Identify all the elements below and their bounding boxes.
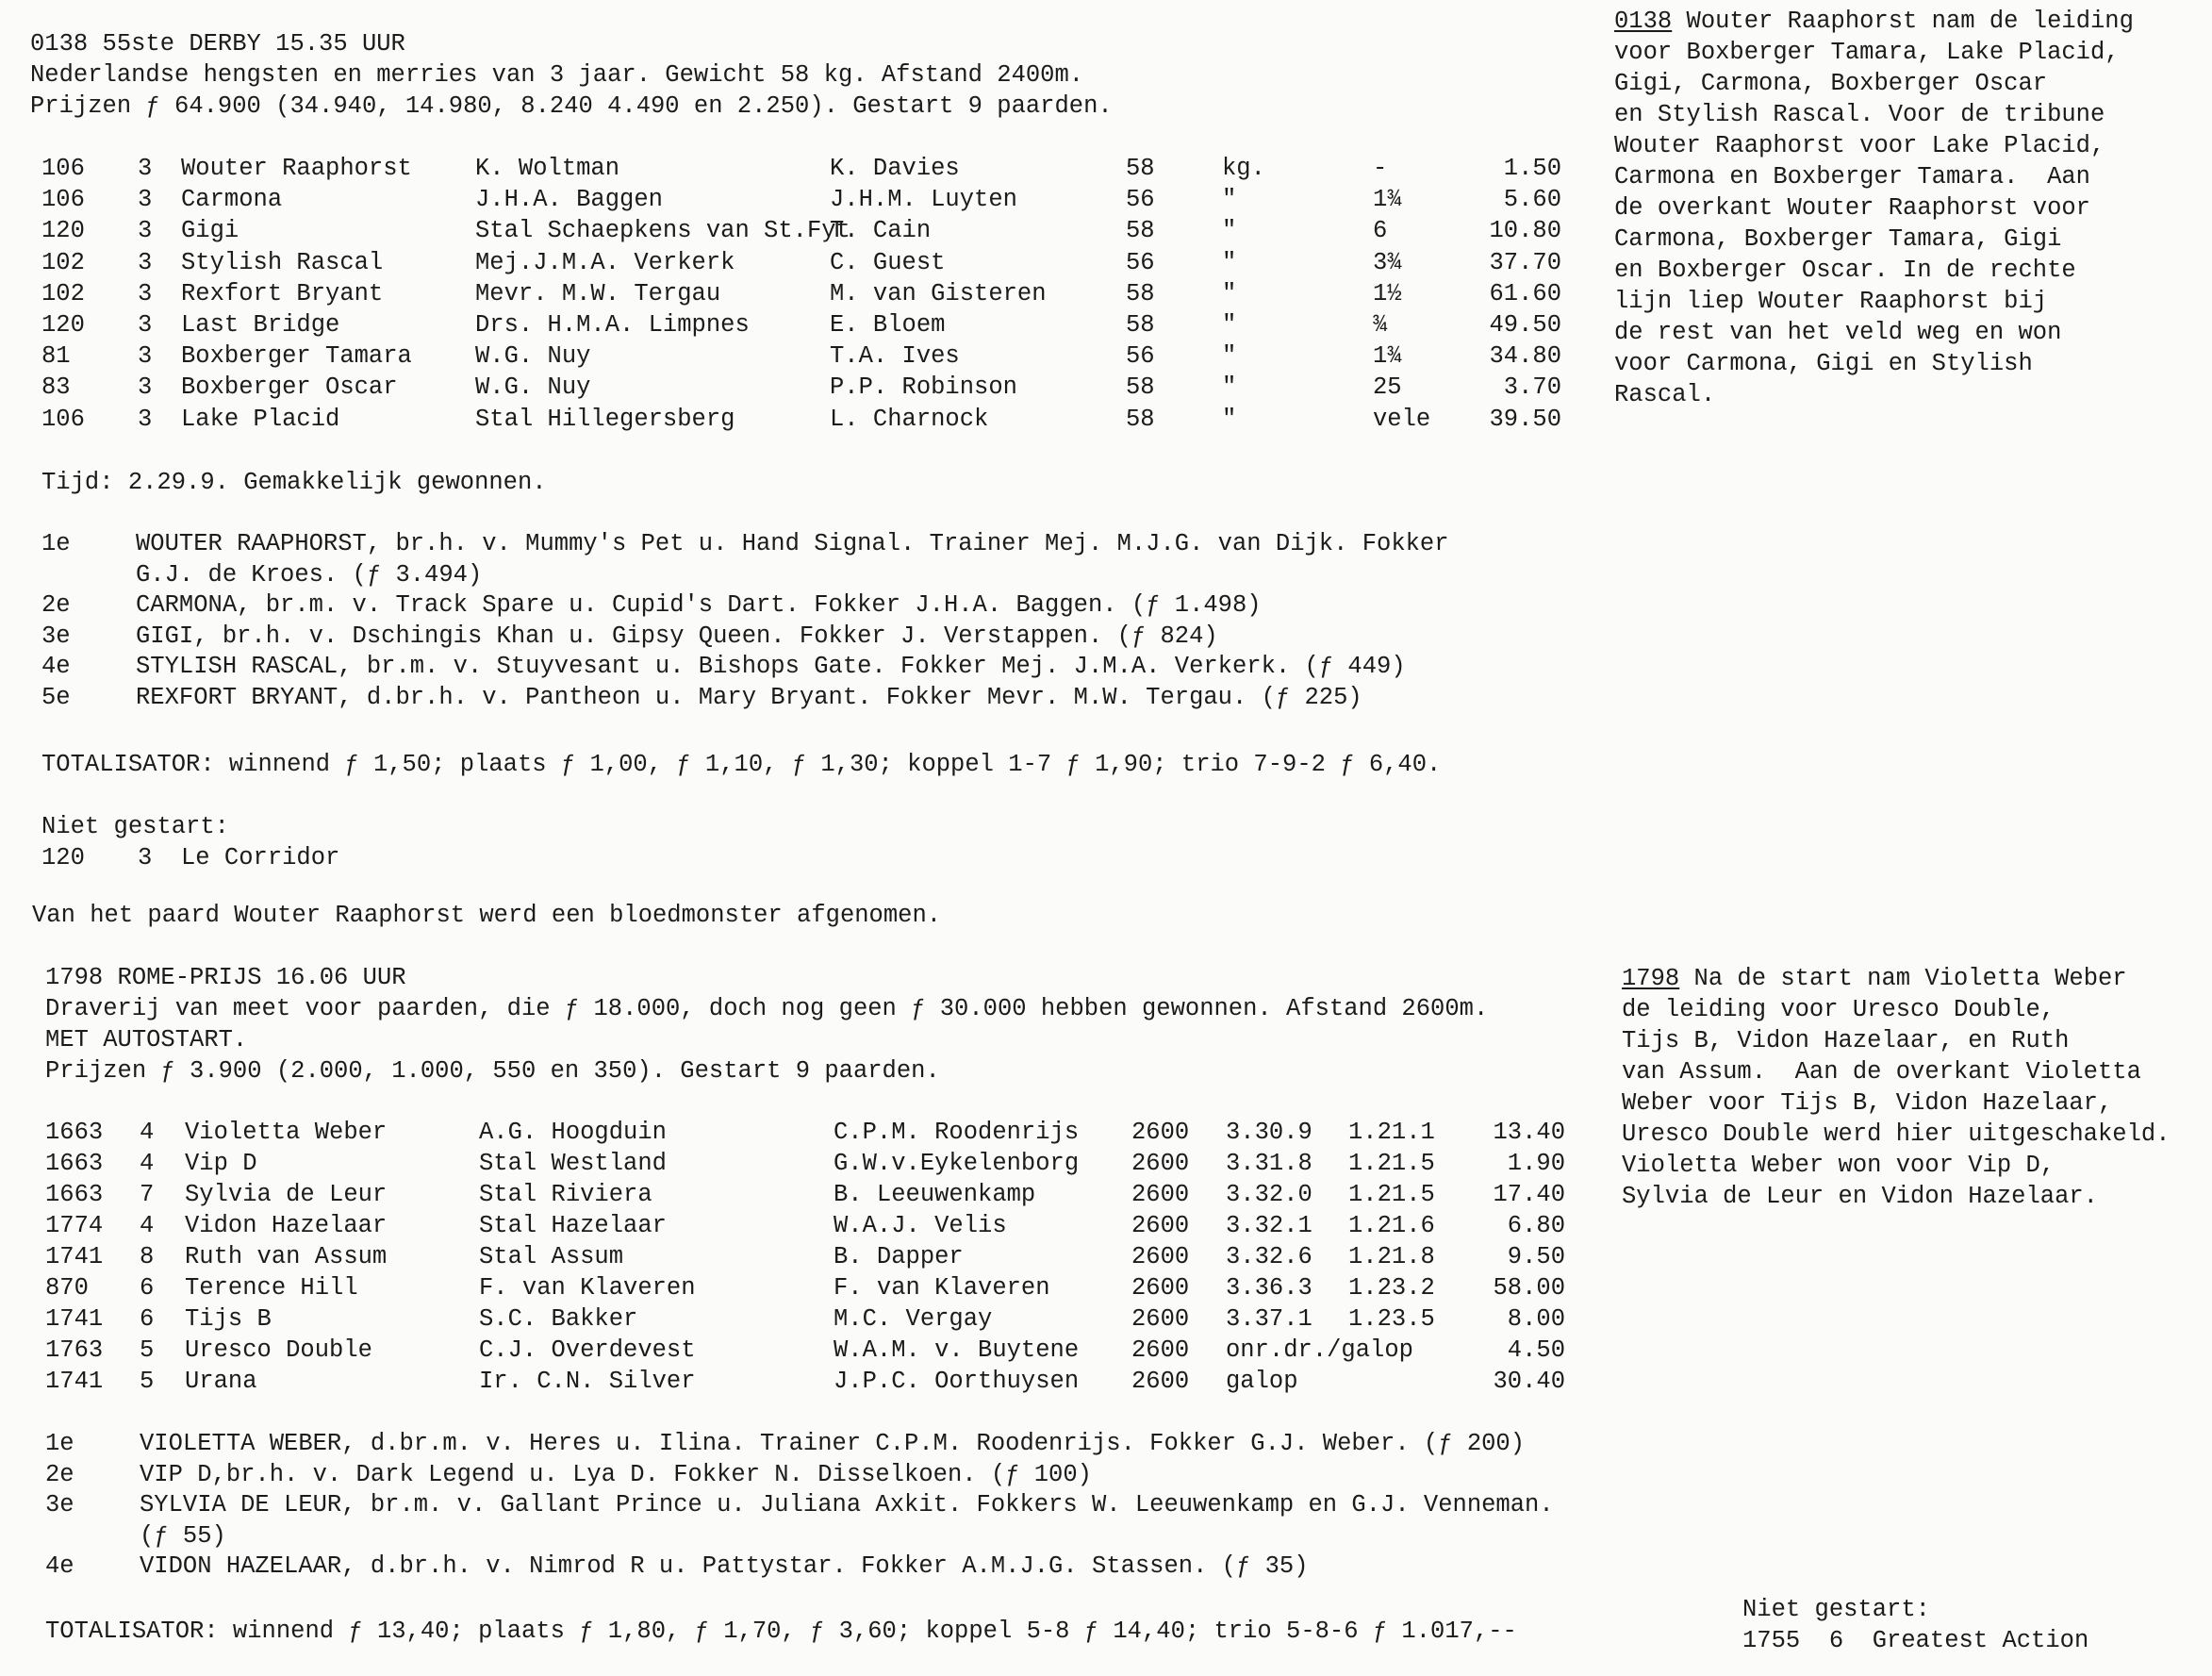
placing-position: 4e bbox=[41, 653, 71, 680]
entry-jockey: T. Cain bbox=[830, 217, 932, 245]
entry-unit: " bbox=[1222, 373, 1237, 402]
entry-km-time: 1.23.2 bbox=[1348, 1274, 1435, 1302]
entry-odds: 3.70 bbox=[1503, 373, 1561, 402]
placing-position: 4e bbox=[45, 1552, 74, 1580]
placing-position: 1e bbox=[45, 1430, 74, 1457]
race1-not-started-row bbox=[0, 842, 1131, 873]
entry-horse: Boxberger Oscar bbox=[181, 373, 398, 402]
entry-age: 3 bbox=[138, 342, 153, 371]
entry-odds: 4.50 bbox=[1507, 1336, 1565, 1364]
entry-age: 4 bbox=[140, 1212, 155, 1239]
entry-nr: 1663 bbox=[45, 1181, 104, 1208]
entry-weight: 58 bbox=[1126, 217, 1155, 245]
entry-owner: S.C. Bakker bbox=[479, 1305, 638, 1333]
placing-position: 2e bbox=[41, 591, 71, 619]
entry-owner: Drs. H.M.A. Limpnes bbox=[475, 311, 750, 339]
entry-horse: Lake Placid bbox=[181, 405, 340, 433]
entry-owner: Stal Riviera bbox=[479, 1181, 652, 1208]
entry-distance: 2600 bbox=[1131, 1119, 1190, 1146]
race1-placing-row bbox=[0, 528, 1622, 559]
race2-entry-row bbox=[0, 1179, 1622, 1210]
entry-driver: J.P.C. Oorthuysen bbox=[834, 1368, 1080, 1395]
entry-horse: Tijs B bbox=[185, 1305, 272, 1333]
race2-entry-row bbox=[0, 1366, 1622, 1397]
entry-km-time: 1.21.1 bbox=[1348, 1119, 1435, 1146]
entry-nr: 1663 bbox=[45, 1150, 104, 1177]
entry-horse: Violetta Weber bbox=[185, 1119, 388, 1146]
race2-conditions: Draverij van meet voor paarden, die ƒ 18.000, doch nog geen ƒ 30.000 hebben gewonnen. Afstand 2600m. bbox=[45, 995, 1489, 1022]
entry-age: 6 bbox=[140, 1274, 155, 1302]
entry-owner: J.H.A. Baggen bbox=[475, 186, 663, 214]
entry-weight: 56 bbox=[1126, 186, 1155, 214]
race1-entry-row bbox=[0, 340, 1622, 372]
entry-nr: 1741 bbox=[45, 1368, 104, 1395]
entry-unit: kg. bbox=[1222, 155, 1265, 182]
entry-horse: Vidon Hazelaar bbox=[185, 1212, 388, 1239]
entry-odds: 30.40 bbox=[1493, 1368, 1565, 1395]
entry-unit: " bbox=[1222, 279, 1237, 307]
race2-not-started-label: Niet gestart: bbox=[1742, 1596, 1930, 1623]
entry-jockey: T.A. Ives bbox=[830, 342, 960, 371]
entry-unit: " bbox=[1222, 217, 1237, 245]
entry-margin: ¾ bbox=[1373, 311, 1388, 339]
race2-entry-row bbox=[0, 1241, 1622, 1272]
entry-age: 5 bbox=[140, 1336, 155, 1364]
entry-margin: - bbox=[1373, 155, 1388, 182]
entry-owner: W.G. Nuy bbox=[475, 342, 591, 371]
entry-nr: 1763 bbox=[45, 1336, 104, 1364]
entry-owner: Mej.J.M.A. Verkerk bbox=[475, 248, 735, 276]
race2-entry-row bbox=[0, 1210, 1622, 1241]
race1-heading: 0138 55ste DERBY 15.35 UUR bbox=[30, 30, 405, 58]
race1-entry-row bbox=[0, 153, 1622, 184]
entry-horse: Boxberger Tamara bbox=[181, 342, 412, 371]
entry-odds: 37.70 bbox=[1489, 248, 1561, 276]
entry-weight: 58 bbox=[1126, 311, 1155, 339]
race2-entry-row bbox=[0, 1148, 1622, 1179]
entry-driver: B. Dapper bbox=[834, 1243, 964, 1270]
entry-odds: 5.60 bbox=[1503, 186, 1561, 214]
race2-entry-row bbox=[0, 1117, 1622, 1148]
entry-nr: 102 bbox=[41, 248, 85, 276]
race1-time: Tijd: 2.29.9. Gemakkelijk gewonnen. bbox=[41, 469, 547, 496]
entry-owner: Ir. C.N. Silver bbox=[479, 1368, 696, 1395]
entry-driver: G.W.v.Eykelenborg bbox=[834, 1150, 1080, 1177]
race2-placing-row bbox=[0, 1428, 1622, 1459]
entry-odds: 39.50 bbox=[1489, 405, 1561, 433]
entry-jockey: E. Bloem bbox=[830, 311, 946, 339]
race2-comment-text: Na de start nam Violetta Weber de leiding voor Uresco Double, Tijs B, Vidon Hazelaar, en Ruth van Assum. Aan de overkant Violetta Weber voor Tijs B, Vidon Hazelaar, Uresco Double werd hier uitgeschakeld. Violetta Weber won voor Vip D, Sylvia de Leur en Vidon Hazelaar. bbox=[1622, 965, 2171, 1210]
race2-totalisator: TOTALISATOR: winnend ƒ 13,40; plaats ƒ 1,80, ƒ 1,70, ƒ 3,60; koppel 5-8 ƒ 14,40; trio 5-8-6 ƒ 1.017,-- bbox=[45, 1618, 1517, 1645]
entry-nr: 1741 bbox=[45, 1305, 104, 1333]
entry-distance: 2600 bbox=[1131, 1243, 1190, 1270]
entry-nr: 1741 bbox=[45, 1243, 104, 1270]
placing-text-cont: G.J. de Kroes. (ƒ 3.494) bbox=[136, 560, 483, 589]
entry-margin: 1½ bbox=[1373, 279, 1402, 307]
entry-odds: 34.80 bbox=[1489, 342, 1561, 371]
entry-unit: " bbox=[1222, 248, 1237, 276]
entry-odds: 13.40 bbox=[1493, 1119, 1565, 1146]
entry-jockey: C. Guest bbox=[830, 248, 946, 276]
race1-entry-row bbox=[0, 309, 1622, 340]
entry-margin: 6 bbox=[1373, 217, 1388, 245]
race1-placing-row bbox=[0, 682, 1622, 713]
entry-horse: Terence Hill bbox=[185, 1274, 358, 1302]
entry-odds: 10.80 bbox=[1489, 217, 1561, 245]
entry-nr: 1663 bbox=[45, 1119, 104, 1146]
race2-prizes: Prijzen ƒ 3.900 (2.000, 1.000, 550 en 350). Gestart 9 paarden. bbox=[45, 1057, 940, 1085]
entry-horse: Uresco Double bbox=[185, 1336, 372, 1364]
entry-km-time: 1.21.5 bbox=[1348, 1181, 1435, 1208]
placing-position: 3e bbox=[41, 622, 71, 650]
entry-distance: 2600 bbox=[1131, 1150, 1190, 1177]
race1-entry-row bbox=[0, 184, 1622, 215]
entry-age: 3 bbox=[138, 311, 153, 339]
race2-entry-row bbox=[0, 1272, 1622, 1303]
entry-km-time: 1.21.8 bbox=[1348, 1243, 1435, 1270]
entry-time: 3.32.0 bbox=[1226, 1181, 1312, 1208]
entry-age: 4 bbox=[140, 1150, 155, 1177]
entry-odds: 6.80 bbox=[1507, 1212, 1565, 1239]
entry-driver: C.P.M. Roodenrijs bbox=[834, 1119, 1080, 1146]
entry-distance: 2600 bbox=[1131, 1336, 1190, 1364]
nr: 120 bbox=[41, 844, 85, 871]
entry-horse: Gigi bbox=[181, 217, 239, 245]
entry-age: 3 bbox=[138, 279, 153, 307]
entry-odds: 58.00 bbox=[1493, 1274, 1565, 1302]
entry-time: 3.37.1 bbox=[1226, 1305, 1312, 1333]
entry-nr: 102 bbox=[41, 279, 85, 307]
entry-nr: 106 bbox=[41, 155, 85, 182]
entry-jockey: J.H.M. Luyten bbox=[830, 186, 1017, 214]
placing-text: VIP D,br.h. v. Dark Legend u. Lya D. Fokker N. Disselkoen. (ƒ 100) bbox=[140, 1460, 1092, 1488]
entry-owner: Stal Assum bbox=[479, 1243, 624, 1270]
entry-weight: 56 bbox=[1126, 342, 1155, 371]
race1-entry-row bbox=[0, 247, 1622, 278]
entry-margin: vele bbox=[1373, 405, 1431, 433]
entry-nr: 870 bbox=[45, 1274, 89, 1302]
race1-comment-text: Wouter Raaphorst nam de leiding voor Boxberger Tamara, Lake Placid, Gigi, Carmona, Boxberger Oscar en Stylish Rascal. Voor de tribune Wouter Raaphorst voor Lake Placid, Carmona en Boxberger Tamara. Aan de overkant Wouter Raaphorst voor Carmona, Boxberger Tamara, Gigi en Boxberger Oscar. In de rechte lijn liep Wouter Raaphorst bij de rest van het veld weg en won voor Carmona, Gigi en Stylish Rascal. bbox=[1614, 8, 2134, 408]
placing-text: STYLISH RASCAL, br.m. v. Stuyvesant u. Bishops Gate. Fokker Mej. J.M.A. Verkerk. (ƒ 449) bbox=[136, 653, 1406, 680]
entry-age: 3 bbox=[138, 217, 153, 245]
entry-margin: 3¾ bbox=[1373, 248, 1402, 276]
placing-text: VIDON HAZELAAR, d.br.h. v. Nimrod R u. Pattystar. Fokker A.M.J.G. Stassen. (ƒ 35) bbox=[140, 1552, 1309, 1580]
entry-age: 3 bbox=[138, 373, 153, 402]
entry-jockey: P.P. Robinson bbox=[830, 373, 1017, 402]
entry-weight: 58 bbox=[1126, 279, 1155, 307]
entry-age: 3 bbox=[138, 248, 153, 276]
entry-driver: B. Leeuwenkamp bbox=[834, 1181, 1036, 1208]
entry-driver: W.A.J. Velis bbox=[834, 1212, 1007, 1239]
entry-unit: " bbox=[1222, 405, 1237, 433]
race2-heading: 1798 ROME-PRIJS 16.06 UUR bbox=[45, 964, 406, 991]
race2-placing-row bbox=[0, 1489, 1622, 1520]
entry-horse: Urana bbox=[185, 1368, 257, 1395]
race2-entry-row bbox=[0, 1303, 1622, 1335]
entry-odds: 9.50 bbox=[1507, 1243, 1565, 1270]
race2-autostart: MET AUTOSTART. bbox=[45, 1026, 248, 1054]
entry-horse: Stylish Rascal bbox=[181, 248, 384, 276]
entry-time: 3.36.3 bbox=[1226, 1274, 1312, 1302]
placing-position: 1e bbox=[41, 530, 71, 557]
entry-odds: 49.50 bbox=[1489, 311, 1561, 339]
entry-margin: 1¾ bbox=[1373, 342, 1402, 371]
entry-owner: A.G. Hoogduin bbox=[479, 1119, 667, 1146]
entry-km-time: 1.21.6 bbox=[1348, 1212, 1435, 1239]
entry-distance: 2600 bbox=[1131, 1305, 1190, 1333]
entry-jockey: M. van Gisteren bbox=[830, 279, 1047, 307]
race1-conditions: Nederlandse hengsten en merries van 3 jaar. Gewicht 58 kg. Afstand 2400m. bbox=[30, 61, 1084, 89]
entry-time: galop bbox=[1226, 1368, 1298, 1395]
entry-weight: 58 bbox=[1126, 155, 1155, 182]
entry-distance: 2600 bbox=[1131, 1212, 1190, 1239]
entry-nr: 81 bbox=[41, 342, 71, 371]
placing-position: 5e bbox=[41, 683, 71, 711]
entry-horse: Vip D bbox=[185, 1150, 257, 1177]
entry-time: 3.32.1 bbox=[1226, 1212, 1312, 1239]
entry-unit: " bbox=[1222, 342, 1237, 371]
race1-entry-row bbox=[0, 372, 1622, 403]
race1-totalisator: TOTALISATOR: winnend ƒ 1,50; plaats ƒ 1,00, ƒ 1,10, ƒ 1,30; koppel 1-7 ƒ 1,90; trio 7-9-2 ƒ 6,40. bbox=[41, 751, 1442, 778]
entry-time: 3.32.6 bbox=[1226, 1243, 1312, 1270]
race2-comment-nr: 1798 bbox=[1622, 965, 1680, 992]
race2-placing-row bbox=[0, 1551, 1622, 1582]
entry-owner: F. van Klaveren bbox=[479, 1274, 696, 1302]
race1-entry-row bbox=[0, 404, 1622, 435]
race1-entry-row bbox=[0, 215, 1622, 246]
entry-driver: W.A.M. v. Buytene bbox=[834, 1336, 1080, 1364]
race1-comment bbox=[1614, 6, 2134, 410]
race1-comment-nr: 0138 bbox=[1614, 8, 1673, 35]
placing-text: CARMONA, br.m. v. Track Spare u. Cupid's Dart. Fokker J.H.A. Baggen. (ƒ 1.498) bbox=[136, 591, 1262, 619]
entry-time: onr.dr./galop bbox=[1226, 1336, 1413, 1364]
placing-position: 2e bbox=[45, 1460, 74, 1488]
horse: Le Corridor bbox=[181, 844, 340, 871]
entry-nr: 106 bbox=[41, 405, 85, 433]
entry-horse: Carmona bbox=[181, 186, 283, 214]
entry-horse: Last Bridge bbox=[181, 311, 340, 339]
entry-owner: Stal Westland bbox=[479, 1150, 667, 1177]
placing-text-cont: (ƒ 55) bbox=[140, 1521, 226, 1550]
entry-nr: 120 bbox=[41, 217, 85, 245]
entry-age: 8 bbox=[140, 1243, 155, 1270]
age: 3 bbox=[138, 844, 153, 871]
entry-driver: F. van Klaveren bbox=[834, 1274, 1050, 1302]
entry-nr: 1774 bbox=[45, 1212, 104, 1239]
entry-jockey: K. Davies bbox=[830, 155, 960, 182]
entry-jockey: L. Charnock bbox=[830, 405, 989, 433]
entry-age: 3 bbox=[138, 155, 153, 182]
entry-time: 3.30.9 bbox=[1226, 1119, 1312, 1146]
placing-text: VIOLETTA WEBER, d.br.m. v. Heres u. Ilina. Trainer C.P.M. Roodenrijs. Fokker G.J. Weber. (ƒ 200) bbox=[140, 1430, 1526, 1457]
entry-age: 6 bbox=[140, 1305, 155, 1333]
entry-odds: 1.90 bbox=[1507, 1150, 1565, 1177]
entry-margin: 25 bbox=[1373, 373, 1402, 402]
entry-weight: 58 bbox=[1126, 373, 1155, 402]
entry-owner: Stal Schaepkens van St.Fyt bbox=[475, 217, 850, 245]
entry-nr: 83 bbox=[41, 373, 71, 402]
race1-blood-test-note: Van het paard Wouter Raaphorst werd een bloedmonster afgenomen. bbox=[32, 902, 942, 929]
entry-horse: Rexfort Bryant bbox=[181, 279, 384, 307]
entry-odds: 8.00 bbox=[1507, 1305, 1565, 1333]
placing-position: 3e bbox=[45, 1491, 74, 1518]
entry-horse: Wouter Raaphorst bbox=[181, 155, 412, 182]
race2-placing-row bbox=[0, 1459, 1622, 1490]
race1-entry-row bbox=[0, 278, 1622, 309]
entry-age: 3 bbox=[138, 186, 153, 214]
race1-placing-cont-row bbox=[0, 559, 1622, 590]
race1-prizes: Prijzen ƒ 64.900 (34.940, 14.980, 8.240 4.490 en 2.250). Gestart 9 paarden. bbox=[30, 92, 1113, 120]
entry-distance: 2600 bbox=[1131, 1368, 1190, 1395]
entry-time: 3.31.8 bbox=[1226, 1150, 1312, 1177]
entry-distance: 2600 bbox=[1131, 1274, 1190, 1302]
race2-comment bbox=[1622, 963, 2171, 1212]
race2-placing-cont-row bbox=[0, 1520, 1622, 1552]
race1-placing-row bbox=[0, 589, 1622, 621]
race1-placing-row bbox=[0, 651, 1622, 682]
placing-text: REXFORT BRYANT, d.br.h. v. Pantheon u. Mary Bryant. Fokker Mevr. M.W. Tergau. (ƒ 225) bbox=[136, 683, 1362, 711]
entry-horse: Ruth van Assum bbox=[185, 1243, 388, 1270]
entry-age: 5 bbox=[140, 1368, 155, 1395]
entry-owner: Mevr. M.W. Tergau bbox=[475, 279, 721, 307]
entry-weight: 56 bbox=[1126, 248, 1155, 276]
entry-owner: Stal Hazelaar bbox=[479, 1212, 667, 1239]
entry-age: 3 bbox=[138, 405, 153, 433]
placing-text: WOUTER RAAPHORST, br.h. v. Mummy's Pet u. Hand Signal. Trainer Mej. M.J.G. van Dijk. Fokker bbox=[136, 530, 1449, 557]
entry-weight: 58 bbox=[1126, 405, 1155, 433]
entry-unit: " bbox=[1222, 311, 1237, 339]
entry-age: 7 bbox=[140, 1181, 155, 1208]
entry-driver: M.C. Vergay bbox=[834, 1305, 993, 1333]
entry-odds: 1.50 bbox=[1503, 155, 1561, 182]
entry-nr: 106 bbox=[41, 186, 85, 214]
entry-unit: " bbox=[1222, 186, 1237, 214]
placing-text: SYLVIA DE LEUR, br.m. v. Gallant Prince u. Juliana Axkit. Fokkers W. Leeuwenkamp en G.J. Venneman. bbox=[140, 1491, 1554, 1518]
race1-not-started-label: Niet gestart: bbox=[41, 813, 229, 840]
race1-placing-row bbox=[0, 621, 1622, 652]
entry-horse: Sylvia de Leur bbox=[185, 1181, 388, 1208]
entry-owner: Stal Hillegersberg bbox=[475, 405, 735, 433]
entry-km-time: 1.21.5 bbox=[1348, 1150, 1435, 1177]
entry-owner: C.J. Overdevest bbox=[479, 1336, 696, 1364]
entry-age: 4 bbox=[140, 1119, 155, 1146]
entry-odds: 61.60 bbox=[1489, 279, 1561, 307]
entry-owner: K. Woltman bbox=[475, 155, 620, 182]
race2-not-started: 1755 6 Greatest Action bbox=[1742, 1627, 2089, 1654]
entry-km-time: 1.23.5 bbox=[1348, 1305, 1435, 1333]
entry-margin: 1¾ bbox=[1373, 186, 1402, 214]
entry-odds: 17.40 bbox=[1493, 1181, 1565, 1208]
entry-owner: W.G. Nuy bbox=[475, 373, 591, 402]
entry-distance: 2600 bbox=[1131, 1181, 1190, 1208]
entry-nr: 120 bbox=[41, 311, 85, 339]
placing-text: GIGI, br.h. v. Dschingis Khan u. Gipsy Queen. Fokker J. Verstappen. (ƒ 824) bbox=[136, 622, 1218, 650]
race2-entry-row bbox=[0, 1335, 1622, 1366]
